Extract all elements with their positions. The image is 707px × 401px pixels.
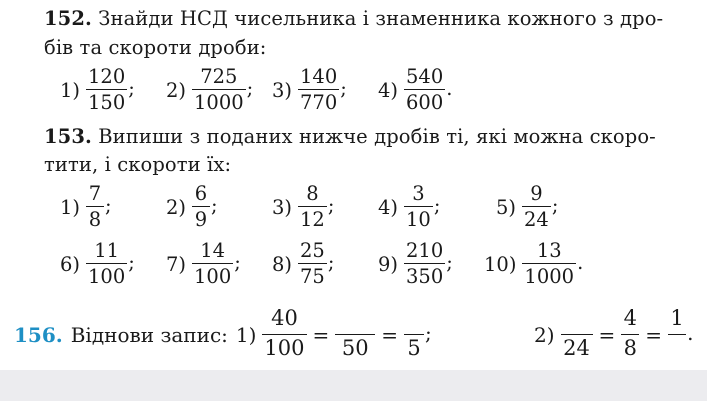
equals-sign: =	[381, 323, 399, 347]
punctuation: ;	[551, 194, 559, 217]
fraction	[404, 181, 433, 232]
ex153-item-10	[484, 234, 583, 294]
fraction	[522, 238, 576, 289]
ex153-item-4	[378, 177, 440, 237]
denominator: 1000	[194, 91, 244, 115]
ex153-item-2	[166, 177, 218, 237]
fraction	[561, 308, 593, 362]
ex156-part2	[534, 305, 693, 365]
ex153-item-1	[60, 177, 112, 237]
numerator-blank	[568, 308, 586, 334]
numerator: 7	[88, 181, 102, 205]
ex152-line2	[44, 36, 266, 59]
denominator: 9	[194, 208, 208, 232]
item-index: 4)	[378, 78, 399, 102]
numerator: 40	[271, 305, 298, 330]
numerator: 8	[306, 181, 319, 205]
ex153-item-9	[378, 234, 453, 294]
ex152-item-2	[166, 60, 253, 120]
numerator: 725	[200, 64, 238, 88]
punctuation: .	[446, 77, 453, 100]
fraction	[262, 305, 306, 362]
numerator-blank	[346, 308, 364, 334]
ex152-line1	[44, 7, 663, 30]
numerator: 14	[200, 238, 226, 262]
item-index: 9)	[378, 252, 399, 276]
denominator: 5	[407, 336, 421, 361]
ex153-item-3	[272, 177, 334, 237]
fraction	[621, 305, 639, 362]
ex152-item-3	[272, 60, 347, 120]
punctuation: ;	[128, 251, 135, 274]
ex153-text-line1: Випиши з поданих нижче дробів ті, які можна скоро-	[98, 125, 656, 148]
item-index: 10)	[484, 252, 517, 276]
fraction	[404, 238, 445, 289]
item-index: 1)	[60, 78, 81, 102]
item-index: 3)	[272, 78, 293, 102]
numerator-blank	[405, 308, 423, 334]
numerator: 3	[412, 181, 425, 205]
denominator: 50	[341, 336, 369, 361]
numerator: 540	[406, 64, 444, 88]
punctuation: .	[687, 321, 694, 345]
fraction	[192, 238, 233, 289]
denominator: 24	[563, 336, 590, 361]
ex156-part1	[14, 305, 432, 365]
punctuation: ;	[327, 251, 335, 274]
ex152-text-line1: Знайди НСД чисельника і знаменника кожного з дро-	[98, 7, 664, 30]
item-index: 3)	[272, 195, 293, 219]
numerator: 9	[530, 181, 543, 205]
fraction	[404, 64, 445, 115]
ex153-item-7	[166, 234, 241, 294]
item-index: 2)	[166, 78, 187, 102]
numerator: 140	[300, 64, 338, 88]
denominator: 8	[623, 336, 637, 361]
fraction	[192, 181, 210, 232]
fraction	[298, 238, 327, 289]
numerator: 120	[88, 64, 126, 88]
denominator: 100	[88, 265, 126, 289]
fraction	[298, 181, 327, 232]
ex153-text-line2: тити, і скороти їх:	[44, 153, 232, 176]
numerator: 210	[406, 238, 444, 262]
ex152-item-1	[60, 60, 135, 120]
bottom-gray-band	[0, 370, 707, 401]
equals-sign: =	[645, 323, 663, 347]
punctuation: ;	[128, 77, 135, 100]
numerator: 6	[194, 181, 208, 205]
numerator: 25	[300, 238, 325, 262]
item-index: 5)	[496, 195, 517, 219]
punctuation: ;	[234, 251, 241, 274]
fraction	[335, 308, 375, 362]
ex153-number: 153.	[44, 125, 92, 148]
denominator: 10	[406, 208, 431, 232]
fraction	[404, 308, 424, 362]
denominator: 1000	[524, 265, 575, 289]
punctuation: ;	[433, 194, 441, 217]
fraction	[86, 181, 104, 232]
denominator: 24	[524, 208, 549, 232]
punctuation: ;	[246, 77, 254, 100]
punctuation: ;	[446, 251, 453, 274]
ex153-line1	[44, 125, 656, 148]
item-index: 7)	[166, 252, 187, 276]
numerator: 11	[94, 238, 120, 262]
item-index: 1)	[60, 195, 81, 219]
item-index: 4)	[378, 195, 399, 219]
ex156-text: Віднови запис:	[70, 323, 228, 347]
punctuation: ;	[327, 194, 335, 217]
ex156-number: 156.	[14, 323, 63, 347]
item-index: 2)	[534, 323, 555, 347]
denominator: 350	[406, 265, 444, 289]
punctuation: .	[577, 251, 584, 274]
denominator: 100	[264, 336, 305, 361]
item-index: 2)	[166, 195, 187, 219]
punctuation: ;	[340, 77, 347, 100]
denominator: 770	[300, 91, 338, 115]
numerator: 1	[670, 305, 684, 330]
ex153-item-5	[496, 177, 558, 237]
fraction	[86, 64, 127, 115]
punctuation: ;	[105, 194, 112, 217]
ex153-line2	[44, 153, 231, 176]
fraction	[298, 64, 339, 115]
ex153-item-8	[272, 234, 334, 294]
ex152-text-line2: бів та скороти дроби:	[44, 36, 267, 59]
ex152-item-4	[378, 60, 452, 120]
item-index: 8)	[272, 252, 293, 276]
fraction	[522, 181, 551, 232]
item-index: 1)	[235, 323, 257, 347]
punctuation: ;	[211, 194, 218, 217]
denominator: 100	[194, 265, 232, 289]
fraction	[86, 238, 127, 289]
ex153-item-6	[60, 234, 135, 294]
numerator: 4	[623, 305, 637, 330]
denominator: 8	[88, 208, 102, 232]
equals-sign: =	[598, 323, 616, 347]
denominator: 75	[300, 265, 325, 289]
punctuation: ;	[425, 321, 432, 345]
equals-sign: =	[312, 323, 330, 347]
denominator: 600	[406, 91, 444, 115]
denominator: 150	[88, 91, 126, 115]
denominator-blank	[668, 335, 686, 362]
fraction	[192, 64, 246, 115]
fraction	[668, 305, 686, 362]
numerator: 13	[536, 238, 562, 262]
denominator: 12	[300, 208, 325, 232]
item-index: 6)	[60, 252, 81, 276]
ex152-number: 152.	[44, 7, 92, 30]
